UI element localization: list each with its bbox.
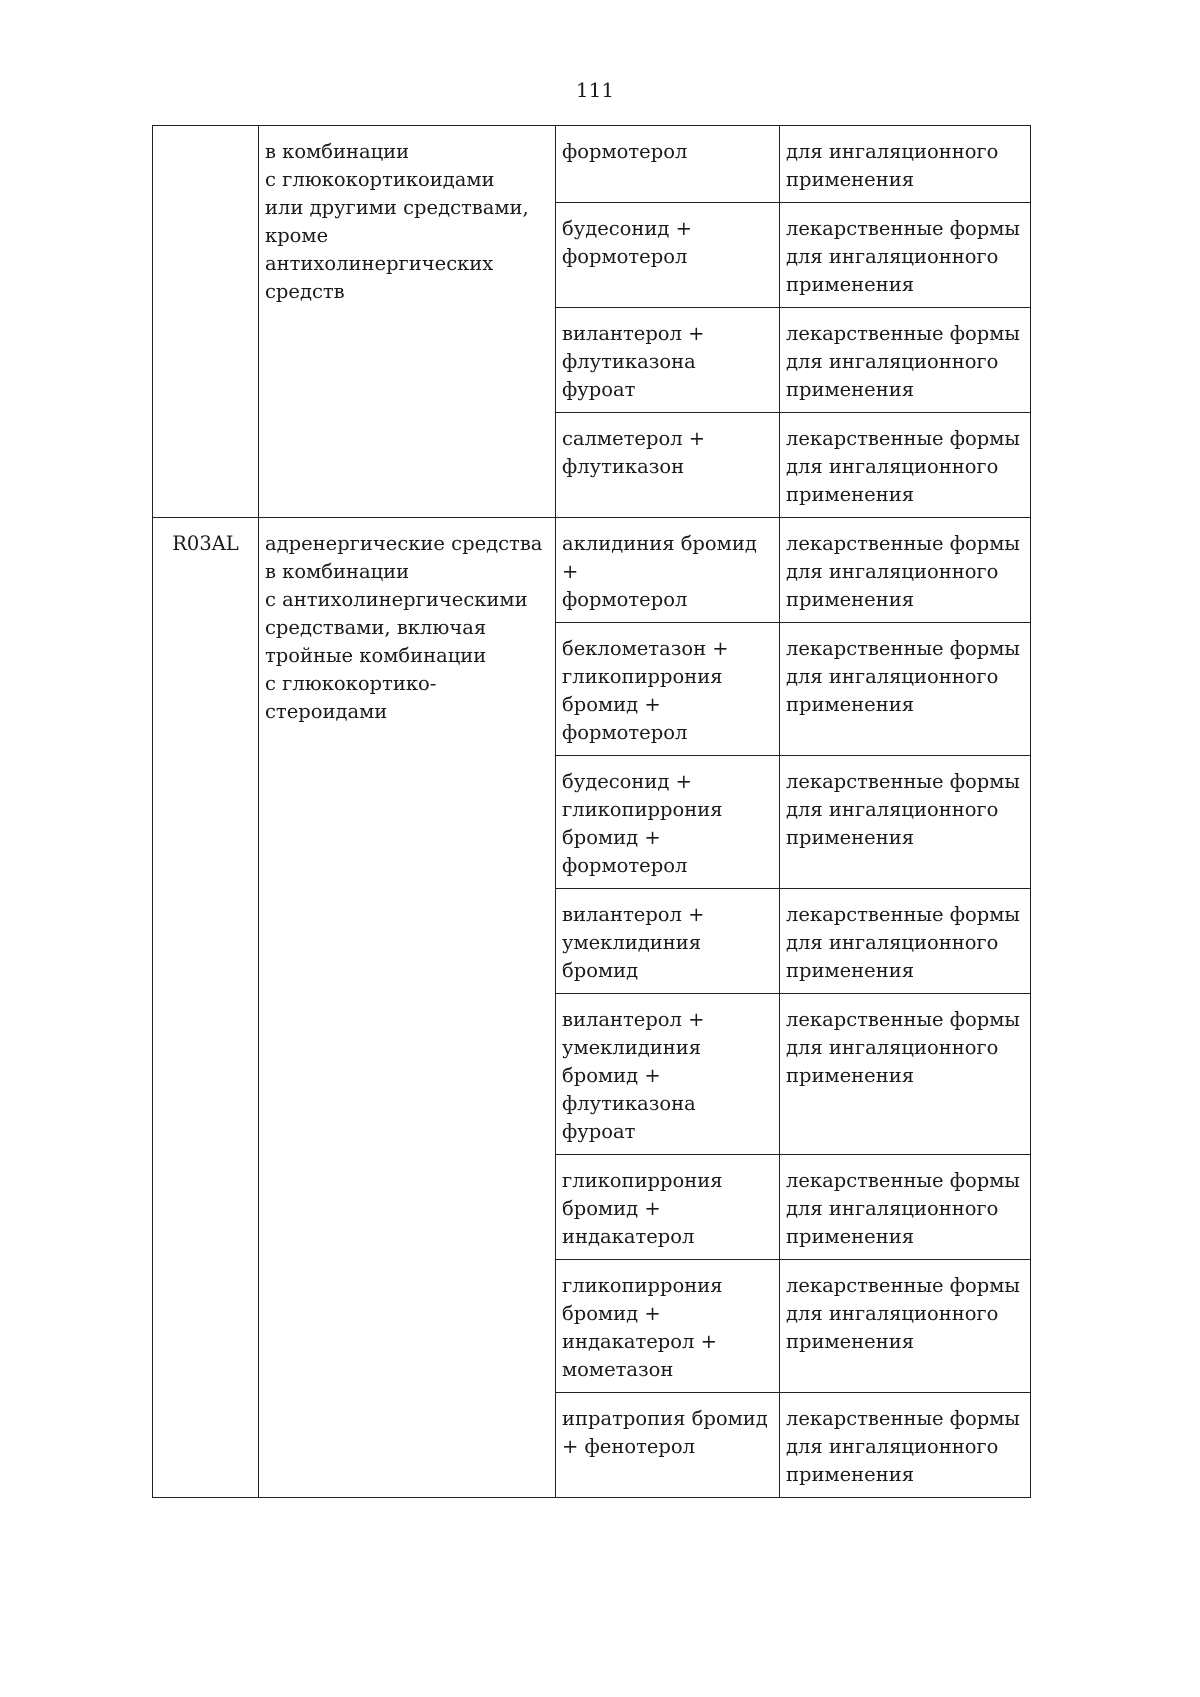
dosage-form-cell xyxy=(780,413,1031,518)
dosage-form: лекарственные формы для ингаляционного применения xyxy=(786,532,1020,611)
dosage-form-cell xyxy=(780,623,1031,756)
dosage-form: лекарственные формы для ингаляционного применения xyxy=(786,637,1020,716)
dosage-form-cell xyxy=(780,308,1031,413)
dosage-form-cell xyxy=(780,203,1031,308)
dosage-form: для ингаляционного применения xyxy=(786,140,999,191)
drug-name: будесонид + гликопиррония бромид + формотерол xyxy=(562,770,723,877)
dosage-form-cell xyxy=(780,1155,1031,1260)
dosage-form: лекарственные формы для ингаляционного применения xyxy=(786,1008,1020,1087)
drug-name: ипратропия бромид + фенотерол xyxy=(562,1407,768,1458)
dosage-form: лекарственные формы для ингаляционного применения xyxy=(786,427,1020,506)
dosage-form: лекарственные формы для ингаляционного применения xyxy=(786,217,1020,296)
drug-name-cell xyxy=(556,413,780,518)
drug-name: вилантерол + умеклидиния бромид xyxy=(562,903,705,982)
drug-name-cell xyxy=(556,889,780,994)
drug-name: будесонид + формотерол xyxy=(562,217,692,268)
drug-name-cell xyxy=(556,994,780,1155)
dosage-form: лекарственные формы для ингаляционного применения xyxy=(786,1169,1020,1248)
drug-name: салметерол + флутиказон xyxy=(562,427,706,478)
atc-code: R03AL xyxy=(172,532,239,555)
page-number: 111 xyxy=(575,78,615,102)
group-description: в комбинации с глюкокортикоидами или другими средствами, кроме антихолинергических средств xyxy=(265,140,529,303)
table-row xyxy=(153,126,1031,203)
dosage-form-cell xyxy=(780,1393,1031,1498)
drug-name: гликопиррония бромид + индакатерол + мометазон xyxy=(562,1274,723,1381)
drug-name: вилантерол + флутиказона фуроат xyxy=(562,322,705,401)
dosage-form-cell xyxy=(780,889,1031,994)
drug-name: вилантерол + умеклидиния бромид + флутиказона фуроат xyxy=(562,1008,705,1143)
dosage-form-cell xyxy=(780,126,1031,203)
dosage-form: лекарственные формы для ингаляционного применения xyxy=(786,903,1020,982)
group-description-cell xyxy=(259,518,556,1498)
dosage-form: лекарственные формы для ингаляционного применения xyxy=(786,770,1020,849)
drug-name-cell xyxy=(556,1260,780,1393)
atc-code-cell xyxy=(153,518,259,1498)
drug-table-body xyxy=(153,126,1031,1498)
dosage-form: лекарственные формы для ингаляционного применения xyxy=(786,1274,1020,1353)
drug-name: аклидиния бромид + формотерол xyxy=(562,532,757,611)
drug-name-cell xyxy=(556,518,780,623)
table-row xyxy=(153,518,1031,623)
drug-name-cell xyxy=(556,203,780,308)
dosage-form-cell xyxy=(780,994,1031,1155)
drug-table xyxy=(152,125,1031,1498)
dosage-form-cell xyxy=(780,518,1031,623)
dosage-form-cell xyxy=(780,756,1031,889)
drug-name-cell xyxy=(556,1393,780,1498)
drug-name-cell xyxy=(556,623,780,756)
group-description: адренергические средства в комбинации с антихолинергическими средствами, включая тройные комбинации с глюкокортико- стероидами xyxy=(265,532,543,723)
group-description-cell xyxy=(259,126,556,518)
drug-name: гликопиррония бромид + индакатерол xyxy=(562,1169,723,1248)
drug-name: формотерол xyxy=(562,140,688,163)
drug-name-cell xyxy=(556,1155,780,1260)
drug-name: беклометазон + гликопиррония бромид + формотерол xyxy=(562,637,729,744)
dosage-form: лекарственные формы для ингаляционного применения xyxy=(786,1407,1020,1486)
drug-name-cell xyxy=(556,756,780,889)
atc-code-cell xyxy=(153,126,259,518)
dosage-form-cell xyxy=(780,1260,1031,1393)
drug-name-cell xyxy=(556,126,780,203)
drug-name-cell xyxy=(556,308,780,413)
dosage-form: лекарственные формы для ингаляционного применения xyxy=(786,322,1020,401)
